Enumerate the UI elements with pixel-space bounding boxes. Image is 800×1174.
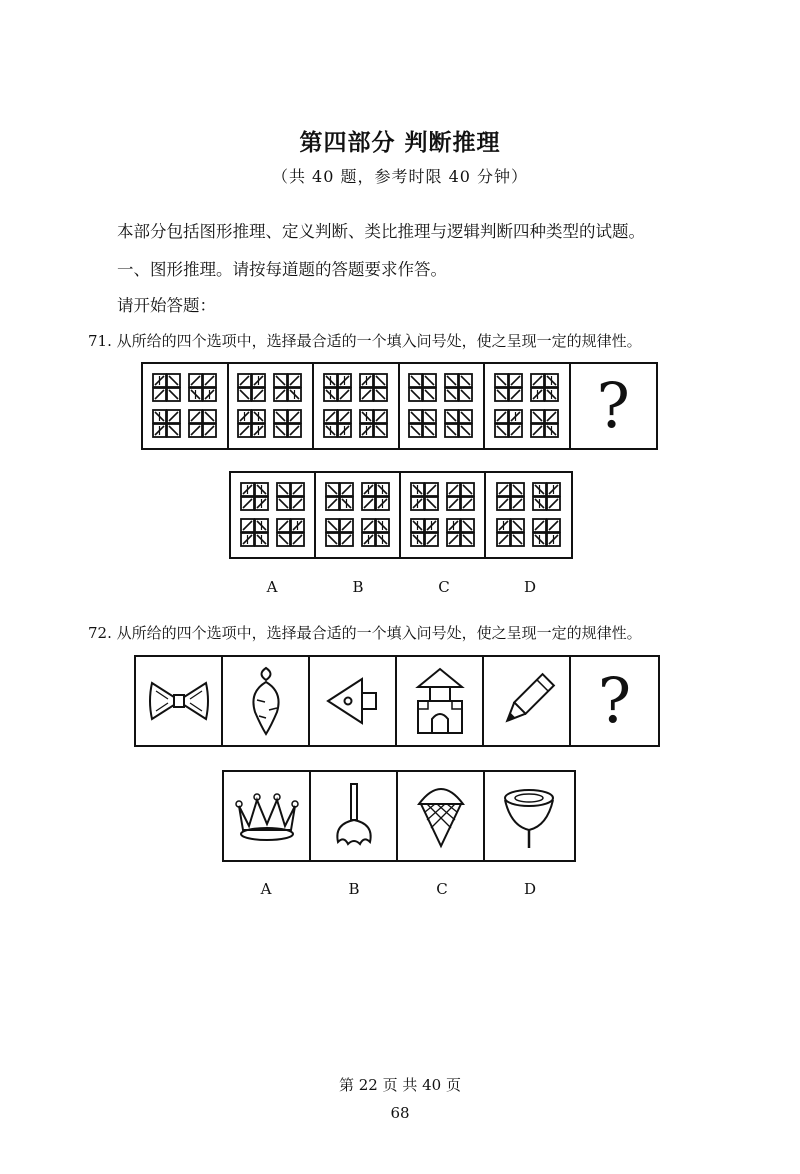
q72-seq-question — [571, 657, 658, 745]
section-title: 第四部分 判断推理 — [299, 130, 501, 156]
question-mark: ? — [596, 369, 630, 442]
q72-sequence — [134, 655, 660, 747]
pencil-icon — [495, 669, 559, 733]
intro-text: 本部分包括图形推理、定义判断、类比推理与逻辑判断四种类型的试题。 — [117, 222, 645, 241]
tile-grid-icon — [237, 479, 309, 551]
q72-seq-pencil — [484, 657, 571, 745]
page-footer: 第 22 页 共 40 页 — [338, 1076, 461, 1094]
q71-options — [229, 471, 573, 559]
q71-option-labels — [229, 578, 573, 596]
q72-stem — [88, 622, 642, 643]
tile-grid-icon — [491, 370, 563, 442]
q71-option-c[interactable] — [401, 473, 486, 557]
q72-number: 72. — [88, 624, 112, 642]
carrot-icon — [241, 664, 291, 738]
q71-option-d[interactable] — [486, 473, 571, 557]
tile-grid-icon — [234, 370, 306, 442]
q72-option-c[interactable] — [398, 772, 485, 860]
q71-option-b[interactable] — [316, 473, 401, 557]
q71-label-a[interactable]: A — [266, 578, 278, 596]
q72-seq-bow-tie — [136, 657, 223, 745]
house-tower-icon — [410, 665, 470, 737]
q72-seq-fish-head — [310, 657, 397, 745]
plunger-icon — [324, 780, 384, 852]
q72-text: 从所给的四个选项中，选择最合适的一个填入问号处，使之呈现一定的规律性。 — [116, 624, 642, 642]
q72-option-labels — [222, 880, 574, 898]
q71-text: 从所给的四个选项中，选择最合适的一个填入问号处，使之呈现一定的规律性。 — [116, 332, 642, 350]
q72-options — [222, 770, 576, 862]
q71-stem — [88, 330, 642, 351]
q71-seq-question — [571, 364, 657, 448]
bow-tie-icon — [144, 671, 214, 731]
spinning-top-icon — [497, 780, 561, 852]
question-mark: ? — [597, 664, 632, 737]
tile-grid-icon — [149, 370, 221, 442]
tile-grid-icon — [322, 479, 394, 551]
q72-label-a[interactable]: A — [260, 880, 272, 898]
q72-option-b[interactable] — [311, 772, 398, 860]
q71-number: 71. — [88, 332, 112, 350]
q71-seq-figure — [314, 364, 400, 448]
part1-heading: 一、图形推理。请按每道题的答题要求作答。 — [117, 260, 447, 279]
tile-grid-icon — [493, 479, 565, 551]
q71-seq-figure — [229, 364, 315, 448]
q72-seq-carrot — [223, 657, 310, 745]
q71-option-a[interactable] — [231, 473, 316, 557]
q72-seq-house-tower — [397, 657, 484, 745]
q71-label-c[interactable]: C — [438, 578, 450, 596]
ice-cream-net-icon — [411, 780, 471, 852]
start-prompt: 请开始答题： — [117, 296, 216, 315]
q71-label-d[interactable]: D — [523, 578, 537, 596]
tile-grid-icon — [405, 370, 477, 442]
q71-seq-figure — [485, 364, 571, 448]
tile-grid-icon — [320, 370, 392, 442]
page-number: 68 — [390, 1104, 410, 1122]
fish-head-icon — [320, 671, 386, 731]
q71-seq-figure — [400, 364, 486, 448]
q71-seq-figure — [143, 364, 229, 448]
q72-option-d[interactable] — [485, 772, 572, 860]
q72-label-b[interactable]: B — [348, 880, 360, 898]
tile-grid-icon — [407, 479, 479, 551]
crown-icon — [231, 786, 303, 846]
q72-label-d[interactable]: D — [523, 880, 537, 898]
q71-label-b[interactable]: B — [352, 578, 364, 596]
q71-sequence — [141, 362, 658, 450]
q72-option-a[interactable] — [224, 772, 311, 860]
q72-label-c[interactable]: C — [436, 880, 448, 898]
section-subtitle: （共 40 题，参考时限 40 分钟） — [271, 167, 529, 186]
